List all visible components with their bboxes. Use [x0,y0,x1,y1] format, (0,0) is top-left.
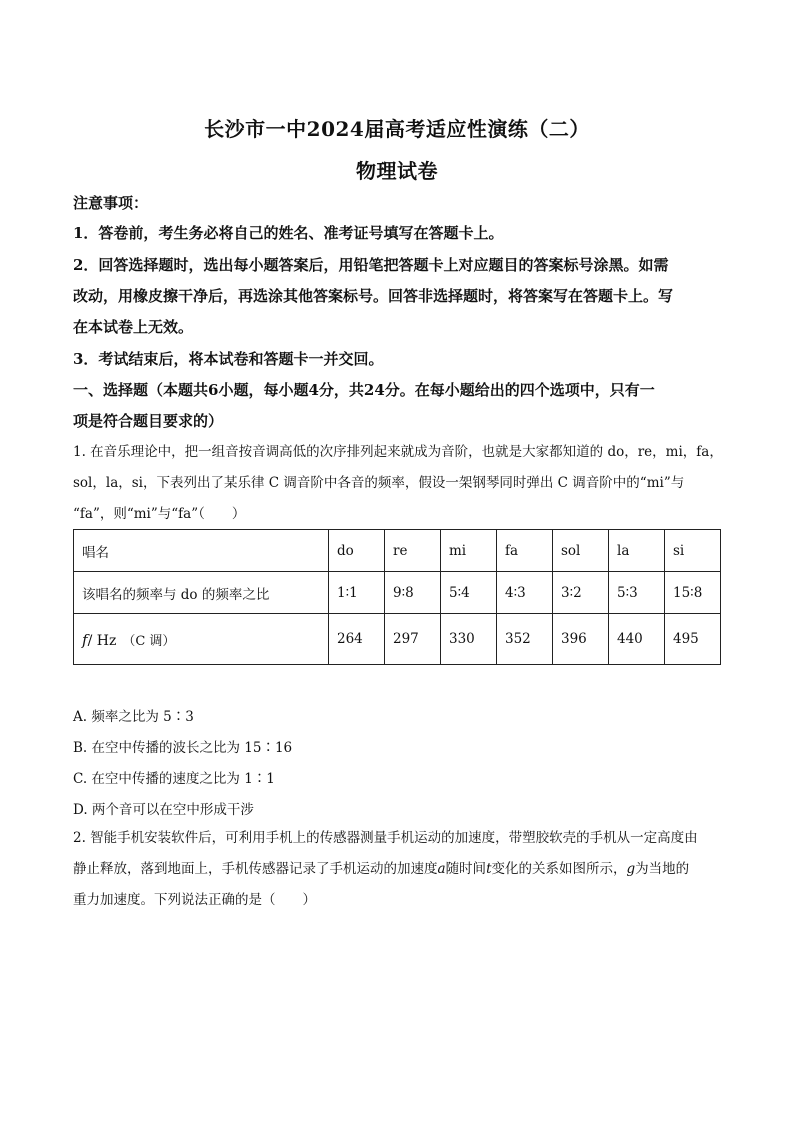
ratio-cell: 1∶1 [329,572,385,614]
notice-item-2-line-1: 2．回答选择题时，选出每小题答案后，用铅笔把答题卡上对应题目的答案标号涂黑。如需 [73,256,669,274]
notice-item-2-line-2: 改动，用橡皮擦干净后，再选涂其他答案标号。回答非选择题时，将答案写在答题卡上。写 [73,287,674,305]
question-2-text: 随时间 [445,861,487,877]
notice-item-3: 3．考试结束后，将本试卷和答题卡一并交回。 [73,350,384,368]
table-header-row [74,530,721,572]
question-2-line-1: 2. 智能手机安装软件后，可利用手机上的传感器测量手机运动的加速度，带塑胶软壳的手机从一定高度由 [73,830,698,846]
ratio-cell: 4∶3 [497,572,553,614]
frequency-cell: 264 [329,614,385,665]
question-1-option-b: B. 在空中传播的波长之比为 15∶16 [73,740,293,756]
table-header-cell: si [665,530,721,572]
table-header-cell: sol [553,530,609,572]
question-2-line-3: 重力加速度。下列说法正确的是（ ） [73,892,316,908]
table-header-cell: la [609,530,665,572]
question-1-line-3: “fa”，则“mi”与“fa”（ ） [73,506,246,522]
table-row-ratio [74,572,721,614]
question-2-text: 为当地的 [635,861,690,877]
table-header-cell: mi [441,530,497,572]
frequency-cell: 495 [665,614,721,665]
question-1-option-c: C. 在空中传播的速度之比为 1∶1 [73,771,275,787]
section-1-heading-line-2: 项是符合题目要求的） [73,412,224,430]
frequency-cell: 440 [609,614,665,665]
table-header-cell: re [385,530,441,572]
frequency-cell: 352 [497,614,553,665]
notice-heading: 注意事项： [73,194,149,212]
table-header-cell: fa [497,530,553,572]
variable-t: t [486,861,492,877]
table-header-cell: do [329,530,385,572]
notice-item-2-line-3: 在本试卷上无效。 [73,318,194,336]
section-1-heading-line-1: 一、选择题（本题共6小题，每小题4分，共24分。在每小题给出的四个选项中，只有一 [73,381,655,399]
ratio-cell: 5∶4 [441,572,497,614]
notice-item-1: 1．答卷前，考生务必将自己的姓名、准考证号填写在答题卡上。 [73,224,504,242]
table-row-frequency [74,614,721,665]
frequency-cell: 396 [553,614,609,665]
ratio-cell: 9∶8 [385,572,441,614]
question-1-option-d: D. 两个音可以在空中形成干涉 [73,802,254,818]
question-2-line-2 [73,860,733,878]
frequency-label-cell [74,614,329,665]
ratio-label-cell: 该唱名的频率与 do 的频率之比 [74,572,329,614]
question-1-line-2: sol，la，si，下表列出了某乐律 C 调音阶中各音的频率，假设一架钢琴同时弹出 C 调音阶中的“mi”与 [73,475,685,491]
variable-g: g [626,861,636,877]
frequency-unit: / Hz [87,632,117,649]
ratio-cell: 5∶3 [609,572,665,614]
frequency-cell: 330 [441,614,497,665]
ratio-cell: 3∶2 [553,572,609,614]
variable-a: a [437,861,446,877]
frequency-cell: 297 [385,614,441,665]
ratio-cell: 15∶8 [665,572,721,614]
exam-title: 长沙市一中2024届高考适应性演练（二） [204,117,590,141]
question-2-text: 变化的关系如图所示， [491,861,627,877]
question-1-option-a: A. 频率之比为 5∶3 [73,709,194,725]
question-2-text: 静止释放，落到地面上，手机传感器记录了手机运动的加速度 [73,861,438,877]
frequency-table [73,529,721,665]
question-1-line-1: 1. 在音乐理论中，把一组音按音调高低的次序排列起来就成为音阶，也就是大家都知道的 do，re，mi，fa， [73,444,723,460]
table-header-cell: 唱名 [74,530,329,572]
exam-subtitle: 物理试卷 [356,159,438,183]
frequency-symbol: f [82,630,88,649]
frequency-key-note: （C 调） [122,633,176,649]
